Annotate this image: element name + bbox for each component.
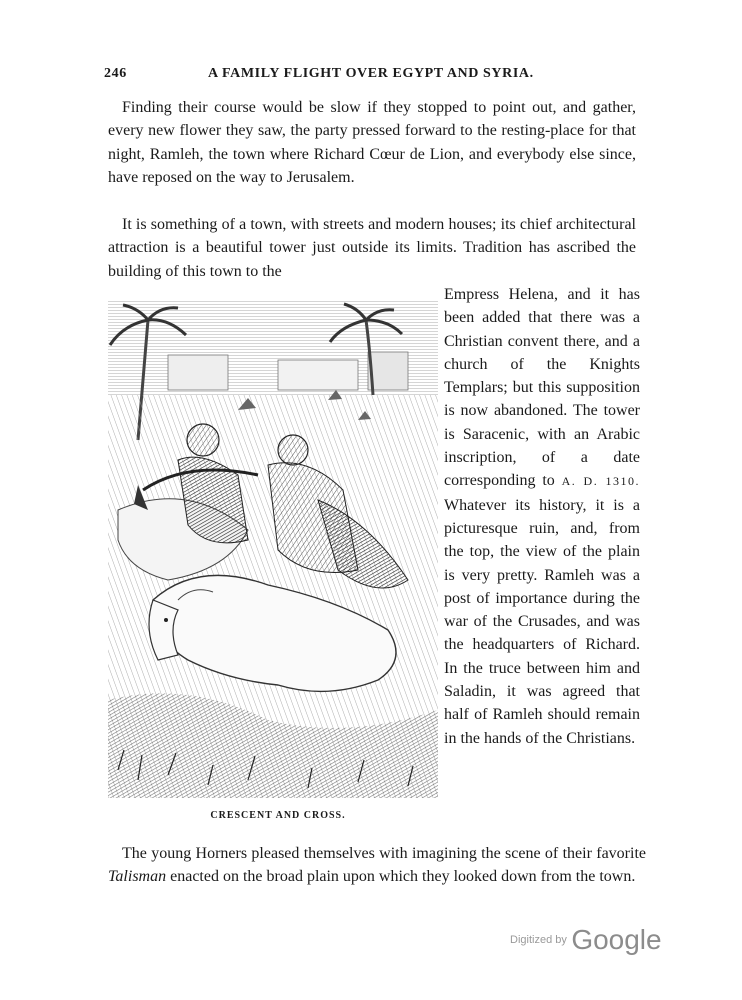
paragraph-finding	[108, 96, 636, 189]
paragraph-horners-text-2: enacted on the broad plain upon which they looked down from the town.	[170, 868, 636, 886]
paragraph-finding-text: Finding their course would be slow if they stopped to point out, and gather, every new flower they saw, the party pressed forward to the resting-place for that night, Ramleh, the town where Richard Cœur de Lion, and everybody else since, have reposed on the way to Jerusalem.	[108, 99, 636, 186]
paragraph-town-wrap	[444, 283, 640, 750]
digitized-by-google-watermark	[510, 924, 662, 956]
google-logo: Google	[571, 924, 662, 955]
running-title: A FAMILY FLIGHT OVER EGYPT AND SYRIA.	[208, 66, 534, 81]
illustration-caption: CRESCENT AND CROSS.	[210, 810, 346, 821]
paragraph-town-wrap-text-1: Empress Helena, and it has been added that there was a Christian convent there, and a church of the Knights Templars; but this supposition is now abandoned. The tower is Saracenic, with an Arabic inscription, of a date corresponding to	[444, 286, 640, 490]
paragraph-town-wrap-text-2: Whatever its history, it is a picturesque ruin, and, from the top, the view of the plain is very pretty. Ramleh was a post of importance during the war of the Crusades, and was the headquarters of Richard. In the truce between him and Saladin, it was agreed that half of Ramleh should remain in the hands of the Christians.	[444, 496, 640, 747]
talisman-title: Talisman	[108, 868, 167, 886]
date-small-caps: A. D. 1310.	[561, 474, 640, 489]
paragraph-town-text: It is something of a town, with streets and modern houses; its chief architectural attraction is a beautiful tower just outside its limits. Tradition has ascribed the building of this town to the	[108, 216, 636, 280]
paragraph-horners	[108, 842, 646, 889]
crescent-and-cross-engraving	[108, 300, 438, 798]
page-number: 246	[104, 66, 127, 81]
watermark-prefix: Digitized by	[510, 934, 567, 946]
paragraph-town	[108, 213, 636, 283]
paragraph-horners-text-1: The young Horners pleased themselves with imagining the scene of their favorite	[122, 845, 646, 862]
